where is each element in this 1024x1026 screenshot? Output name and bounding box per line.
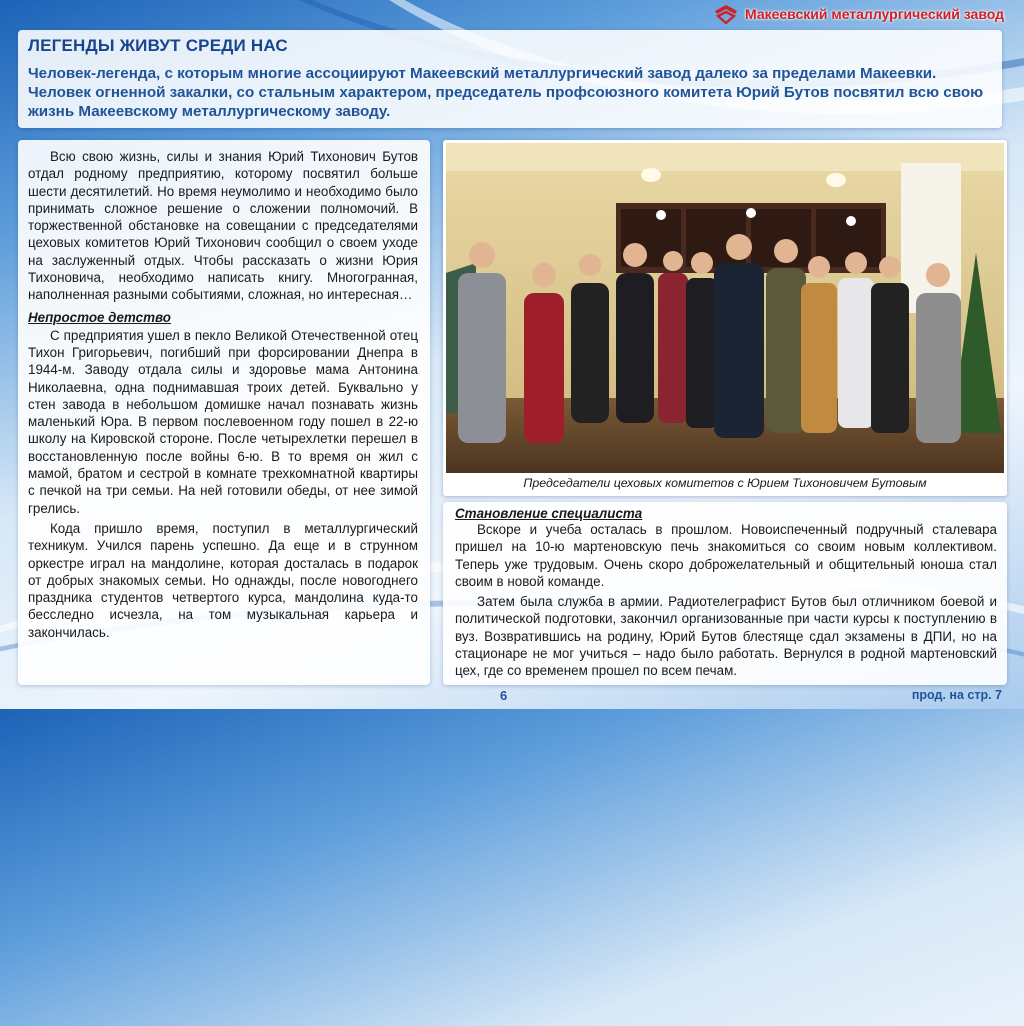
brand [713,4,1004,24]
page-title: ЛЕГЕНДЫ ЖИВУТ СРЕДИ НАС [28,36,288,55]
continued-link[interactable]: прод. на стр. 7 [911,688,1002,702]
article-paragraph: Затем была служба в армии. Радиотелеграфист Бутов был отличником боевой и политической подготовки, закончил организованные при части курсы к поступлению в вуз. Возвратившись на родину, Юрий Бутов блестяще сдал экзамены в ДПИ, но на стационаре не мог учиться – надо было работать. Вернулся в родной мартеновский цех, где со временем прошел по всем печам. [455,594,997,679]
header-panel [18,30,1002,128]
photo-caption: Председатели цеховых комитетов с Юрием Тихоновичем Бутовым [523,476,927,490]
page-number: 6 [500,688,508,703]
article-paragraph: С предприятия ушел в пекло Великой Отечественной отец Тихон Григорьевич, погибший при форсировании Днепра в 1944-м. Заводу отдала силы и здоровье мама Антонина Николаевна, одна поднимавшая троих детей. Буквально у стен завода в небольшом домишке начал познавать жизнь маленький Юра. В первом послевоенном году пошел в 22-ю школу на Кировской стороне. После четырехлетки перешел в восстановленную после войны 6-ю. В то время он жил с мамой, братом и сестрой в комнате трехкомнатной квартиры с печкой на три семьи. На ней готовили обеды, от нее зимой грелись. [28,327,418,516]
section-title-childhood: Непростое детство [28,309,171,325]
article-paragraph: Вскоре и учеба осталась в прошлом. Новоиспеченный подручный сталевара пришел на 10-ю мартеновскую печь знакомиться со своим новым коллективом. Теперь уже трудовым. Очень скоро доброжелательный и общительный юноша стал своим в новой команде. [455,522,997,589]
article-paragraph: Кода пришло время, поступил в металлургический техникум. Учился парень успешно. Да еще и в струнном оркестре играл на мандолине, которая досталась в подарок от добрых знакомых семьи. Но однажды, после новогоднего праздника студентов четвертого курса, мандолина куда-то бесследно исчезла, на том музыкальная карьера и закончилась. [28,520,418,640]
left-article-column [18,140,430,685]
lead-paragraph: Человек-легенда, с которым многие ассоциируют Макеевский металлургический завод далеко за пределами Макеевки. Человек огненной закалки, со стальным характером, председатель профсоюзного комитета Юрий Бутов посвятил всю свою жизнь Макеевскому металлургическому заводу. [28,65,984,120]
section-title-specialist: Становление специалиста [455,506,643,521]
intro-paragraph: Всю свою жизнь, силы и знания Юрий Тихонович Бутов отдал родному предприятию, которому посвятил больше шести десятилетий. Но время неумолимо и необходимо было принимать сложное решение о сложении полномочий. В торжественной обстановке на совещании с председателями цеховых комитетов Юрий Тихонович сообщил о своем уходе на заслуженный отдых. Чтобы рассказать о жизни Юрия Тихоновича, необходимо написать книгу. Многогранная, наполненная разными событиями, сложная, но интересная… [28,149,418,303]
mmz-logo-icon [713,4,739,24]
right-article-column [443,502,1007,685]
group-photo [446,143,1004,473]
brand-name: Макеевский металлургический завод [744,6,1004,22]
photo-panel [443,140,1007,496]
